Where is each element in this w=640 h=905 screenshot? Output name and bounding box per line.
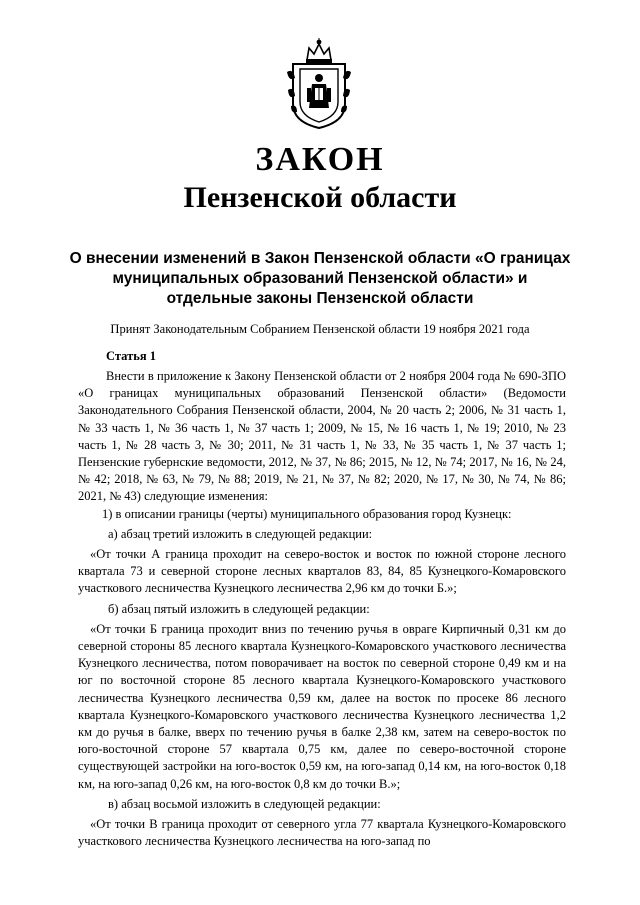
subject-line: муниципальных образований Пензенской области» и bbox=[112, 270, 528, 287]
subitem-c-paragraph: в) абзац восьмой изложить в следующей редакции: bbox=[108, 796, 381, 811]
law-subject bbox=[60, 249, 580, 309]
adoption-note: Принят Законодательным Собранием Пензенской области 19 ноября 2021 года bbox=[110, 322, 530, 336]
article-heading: Статья 1 bbox=[106, 349, 156, 363]
quote-a-paragraph: «От точки А граница проходит на северо-восток и восток по южной стороне лесного квартала 73 и северной стороне лесных кварталов 83, 84, 85 Кузнецкого-Комаровского участкового лесничества Кузнецкого лесничества 2,96 км до точки Б.»; bbox=[78, 547, 566, 596]
item-1-paragraph: 1) в описании границы (черты) муниципального образования город Кузнецк: bbox=[102, 506, 512, 521]
coat-of-arms-icon bbox=[285, 38, 353, 130]
subitem-b-paragraph: б) абзац пятый изложить в следующей редакции: bbox=[108, 601, 370, 616]
quote-b-paragraph: «От точки Б граница проходит вниз по течению ручья в овраге Кирпичный 0,31 км до северной стороны 85 лесного квартала Кузнецкого-Комаровского участкового лесничества Кузнецкого лесничества, потом поворачивает на восток по северной стороне 0,49 км и на юг по восточной стороне 85 лесного квартала Кузнецкого-Комаровского участкового лесничества Кузнецкого лесничества 0,59 км, далее на восток по просеке 86 лесного квартала Кузнецкого-Комаровского участкового лесничества Кузнецкого лесничества 1,2 км до ручья в балке, вверх по течению ручья в балке 2,38 км, затем на северо-восток по юго-восточной стороне 57 квартала 0,75 км, далее по северо-восточной стороне существующей застройки на юго-восток 0,59 км, на юго-запад 0,14 км, на юго-восток 0,18 км, на юго-запад 0,26 км, на юго-восток 0,8 км до точки В.»; bbox=[78, 621, 566, 791]
subject-line: отдельные законы Пензенской области bbox=[166, 290, 474, 307]
subject-line: О внесении изменений в Закон Пензенской области «О границах bbox=[69, 250, 571, 267]
document-type-title: ЗАКОН bbox=[255, 141, 385, 178]
subitem-a-paragraph: а) абзац третий изложить в следующей редакции: bbox=[108, 526, 373, 541]
article-intro-paragraph: Внести в приложение к Закону Пензенской области от 2 ноября 2004 года № 690-ЗПО «О границах муниципальных образований Пензенской области» (Ведомости Законодательного Собрания Пензенской области, 2004, № 20 часть 2; 2006, № 31 часть 1, № 33 часть 1, № 36 часть 1, № 37 часть 1; 2009, № 15, № 16 часть 1, № 19; 2010, № 23 часть 1, № 28 часть 3, № 30; 2011, № 31 часть 1, № 33, № 35 часть 1, № 37 часть 1; Пензенские губернские ведомости, 2012, № 37, № 86; 2015, № 12, № 74; 2017, № 16, № 24, № 42; 2018, № 63, № 79, № 88; 2019, № 21, № 37, № 82; 2020, № 17, № 30, № 74, № 86; 2021, № 43) следующие изменения: bbox=[78, 369, 566, 504]
region-title: Пензенской области bbox=[183, 181, 457, 214]
article-body bbox=[78, 368, 566, 850]
quote-c-paragraph: «От точки В граница проходит от северного угла 77 квартала Кузнецкого-Комаровского участкового лесничества Кузнецкого лесничества на юго-запад по bbox=[78, 817, 566, 849]
